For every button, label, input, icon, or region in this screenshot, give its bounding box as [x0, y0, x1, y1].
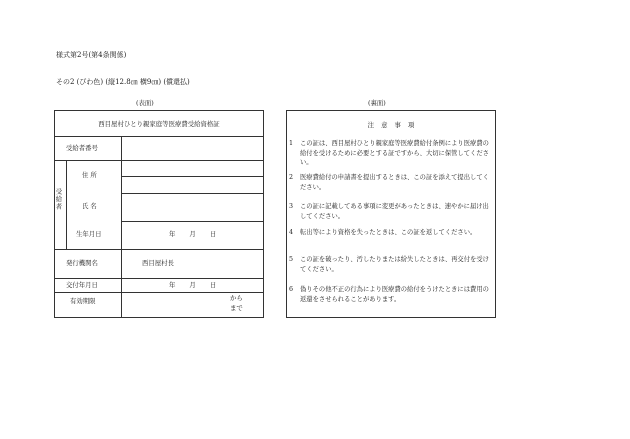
note-item	[289, 139, 490, 169]
note-item	[289, 228, 490, 258]
valid-period-label: 有効期限	[70, 297, 96, 305]
issuer-label: 発行機関名	[66, 259, 98, 267]
variant-line: その2 (びわ色) (縦12.8㎝ 横9㎝) (償還払)	[56, 78, 190, 86]
front-side-label: (表面)	[136, 99, 154, 107]
note-number: 1	[289, 140, 294, 147]
note-number: 6	[289, 286, 294, 293]
issuer-value: 西目屋村長	[142, 259, 174, 267]
note-number: 4	[289, 229, 294, 236]
note-text: 医療費給付の申請書を提出するときは、この証を添えて提出してください。	[300, 174, 489, 191]
form-number: 様式第2号(第4条関係)	[56, 51, 127, 59]
column-divider	[121, 136, 122, 318]
note-number: 5	[289, 256, 294, 263]
note-item	[289, 285, 490, 315]
note-text: この証は、西目屋村ひとり親家庭等医療費給付条例により医療費の給付を受けるために必要とする証ですから、大切に保管してください。	[300, 140, 489, 167]
name-label: 氏 名	[82, 202, 97, 210]
recipient-number-label: 受給者番号	[66, 144, 98, 152]
note-item	[289, 173, 490, 203]
divider	[54, 292, 264, 293]
note-text: 転出等により資格を失ったときは、この証を返してください。	[300, 229, 477, 236]
note-number: 3	[289, 203, 294, 210]
divider	[54, 278, 264, 279]
divider	[54, 160, 264, 161]
address-label: 住 所	[82, 171, 97, 179]
issue-date-value: 年 月 日	[169, 281, 217, 289]
divider	[54, 136, 264, 137]
recipient-group-label: 受給者	[54, 188, 63, 211]
notes-title: 注 意 事 項	[367, 121, 415, 129]
birth-date-value: 年 月 日	[169, 230, 217, 238]
note-text: 偽りその他不正の行為により医療費の給付をうけたときには費用の返還をさせられることがあります。	[300, 286, 489, 303]
valid-to-text: まで	[230, 304, 243, 312]
note-text: この証に記載してある事項に変更があったときは、速やかに届け出してください。	[300, 203, 489, 220]
note-text: この証を破ったり、汚したりまたは紛失したときは、再交付を受けてください。	[300, 256, 489, 273]
note-item	[289, 255, 490, 285]
birth-date-label: 生年月日	[76, 230, 102, 238]
group-divider	[66, 160, 67, 249]
front-title: 西目屋村ひとり親家庭等医療費受給資格証	[98, 120, 220, 128]
note-number: 2	[289, 174, 294, 181]
valid-from-text: から	[230, 294, 243, 302]
divider	[121, 221, 264, 222]
issue-date-label: 交付年月日	[66, 281, 98, 289]
back-side-label: (裏面)	[368, 99, 386, 107]
divider	[54, 249, 264, 250]
divider	[121, 193, 264, 194]
divider	[121, 176, 264, 177]
